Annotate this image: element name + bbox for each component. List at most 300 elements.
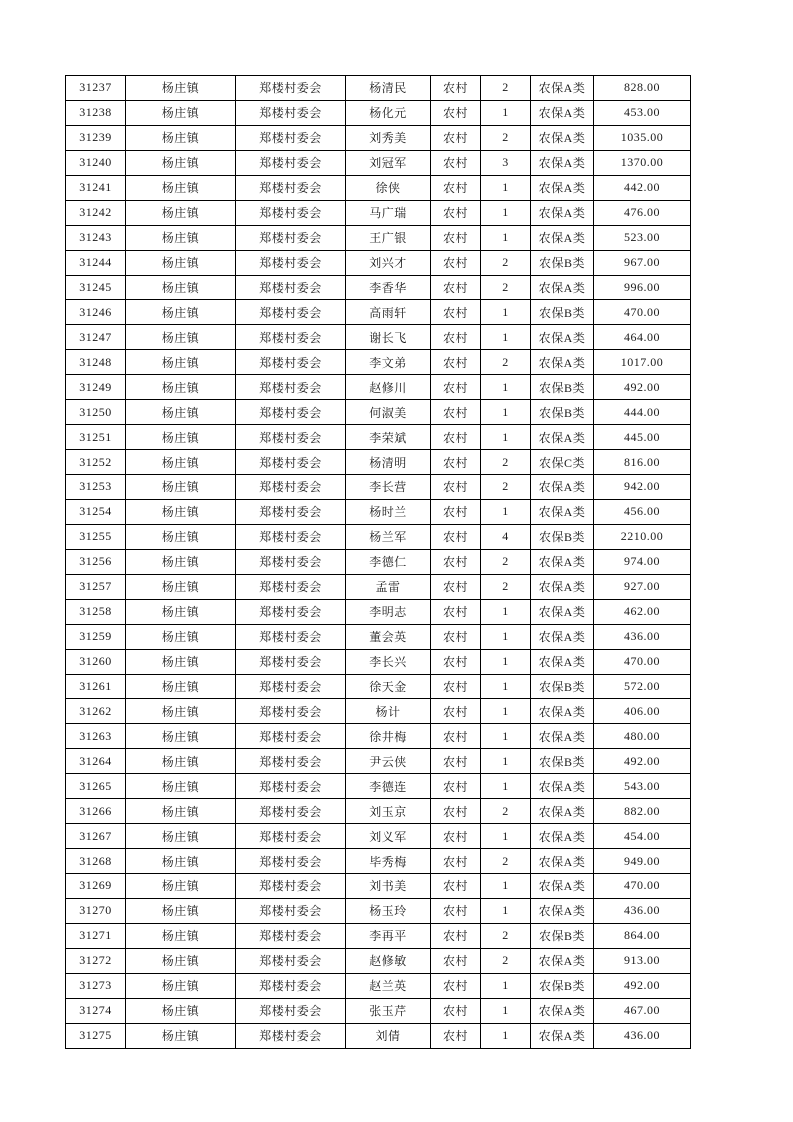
table-row <box>66 76 691 101</box>
cell-id: 31264 <box>66 749 126 774</box>
cell-count: 2 <box>481 250 531 275</box>
table-row <box>66 450 691 475</box>
cell-id: 31240 <box>66 150 126 175</box>
cell-count: 1 <box>481 749 531 774</box>
cell-type: 农村 <box>431 649 481 674</box>
cell-count: 2 <box>481 799 531 824</box>
cell-town: 杨庄镇 <box>126 400 236 425</box>
cell-town: 杨庄镇 <box>126 849 236 874</box>
cell-village: 郑楼村委会 <box>236 1023 346 1048</box>
cell-town: 杨庄镇 <box>126 923 236 948</box>
cell-type: 农村 <box>431 200 481 225</box>
cell-name: 李明志 <box>346 599 431 624</box>
cell-id: 31268 <box>66 849 126 874</box>
cell-id: 31241 <box>66 175 126 200</box>
cell-amount: 974.00 <box>594 549 691 574</box>
cell-type: 农村 <box>431 300 481 325</box>
cell-type: 农村 <box>431 948 481 973</box>
cell-category: 农保A类 <box>531 175 594 200</box>
cell-village: 郑楼村委会 <box>236 400 346 425</box>
cell-amount: 436.00 <box>594 624 691 649</box>
cell-type: 农村 <box>431 973 481 998</box>
cell-category: 农保B类 <box>531 250 594 275</box>
cell-amount: 467.00 <box>594 998 691 1023</box>
cell-category: 农保A类 <box>531 1023 594 1048</box>
cell-count: 1 <box>481 649 531 674</box>
cell-count: 1 <box>481 898 531 923</box>
cell-amount: 476.00 <box>594 200 691 225</box>
cell-id: 31247 <box>66 325 126 350</box>
cell-id: 31265 <box>66 774 126 799</box>
cell-village: 郑楼村委会 <box>236 799 346 824</box>
cell-count: 1 <box>481 499 531 524</box>
cell-name: 李德仁 <box>346 549 431 574</box>
cell-name: 杨时兰 <box>346 499 431 524</box>
cell-name: 李荣斌 <box>346 425 431 450</box>
cell-type: 农村 <box>431 874 481 899</box>
cell-category: 农保A类 <box>531 225 594 250</box>
cell-village: 郑楼村委会 <box>236 325 346 350</box>
table-row <box>66 799 691 824</box>
cell-category: 农保A类 <box>531 998 594 1023</box>
cell-village: 郑楼村委会 <box>236 300 346 325</box>
cell-category: 农保B类 <box>531 923 594 948</box>
cell-type: 农村 <box>431 250 481 275</box>
cell-id: 31259 <box>66 624 126 649</box>
cell-amount: 470.00 <box>594 874 691 899</box>
cell-village: 郑楼村委会 <box>236 948 346 973</box>
cell-village: 郑楼村委会 <box>236 674 346 699</box>
cell-town: 杨庄镇 <box>126 973 236 998</box>
cell-village: 郑楼村委会 <box>236 275 346 300</box>
cell-town: 杨庄镇 <box>126 475 236 500</box>
cell-id: 31237 <box>66 76 126 101</box>
table-row <box>66 774 691 799</box>
cell-category: 农保A类 <box>531 724 594 749</box>
cell-category: 农保A类 <box>531 774 594 799</box>
cell-village: 郑楼村委会 <box>236 499 346 524</box>
cell-amount: 882.00 <box>594 799 691 824</box>
table-row <box>66 300 691 325</box>
cell-amount: 454.00 <box>594 824 691 849</box>
cell-type: 农村 <box>431 674 481 699</box>
table-row <box>66 150 691 175</box>
cell-town: 杨庄镇 <box>126 175 236 200</box>
cell-town: 杨庄镇 <box>126 275 236 300</box>
cell-amount: 816.00 <box>594 450 691 475</box>
cell-village: 郑楼村委会 <box>236 350 346 375</box>
cell-type: 农村 <box>431 524 481 549</box>
cell-name: 徐井梅 <box>346 724 431 749</box>
cell-village: 郑楼村委会 <box>236 76 346 101</box>
cell-id: 31270 <box>66 898 126 923</box>
cell-category: 农保A类 <box>531 275 594 300</box>
cell-count: 2 <box>481 574 531 599</box>
records-table <box>65 75 691 1049</box>
cell-id: 31243 <box>66 225 126 250</box>
table-row <box>66 275 691 300</box>
cell-town: 杨庄镇 <box>126 1023 236 1048</box>
cell-amount: 444.00 <box>594 400 691 425</box>
cell-town: 杨庄镇 <box>126 898 236 923</box>
cell-village: 郑楼村委会 <box>236 475 346 500</box>
cell-name: 赵修敏 <box>346 948 431 973</box>
cell-amount: 523.00 <box>594 225 691 250</box>
table-row <box>66 200 691 225</box>
cell-category: 农保B类 <box>531 674 594 699</box>
cell-town: 杨庄镇 <box>126 325 236 350</box>
cell-amount: 492.00 <box>594 749 691 774</box>
cell-id: 31254 <box>66 499 126 524</box>
cell-town: 杨庄镇 <box>126 499 236 524</box>
table-row <box>66 824 691 849</box>
cell-type: 农村 <box>431 425 481 450</box>
cell-name: 高雨轩 <box>346 300 431 325</box>
cell-village: 郑楼村委会 <box>236 898 346 923</box>
cell-town: 杨庄镇 <box>126 998 236 1023</box>
cell-amount: 470.00 <box>594 300 691 325</box>
cell-town: 杨庄镇 <box>126 100 236 125</box>
cell-amount: 1017.00 <box>594 350 691 375</box>
cell-amount: 470.00 <box>594 649 691 674</box>
cell-amount: 996.00 <box>594 275 691 300</box>
cell-town: 杨庄镇 <box>126 125 236 150</box>
cell-count: 1 <box>481 100 531 125</box>
table-row <box>66 250 691 275</box>
cell-count: 2 <box>481 549 531 574</box>
cell-town: 杨庄镇 <box>126 599 236 624</box>
cell-count: 3 <box>481 150 531 175</box>
cell-town: 杨庄镇 <box>126 450 236 475</box>
cell-amount: 406.00 <box>594 699 691 724</box>
cell-town: 杨庄镇 <box>126 948 236 973</box>
cell-id: 31272 <box>66 948 126 973</box>
cell-name: 杨兰军 <box>346 524 431 549</box>
cell-type: 农村 <box>431 849 481 874</box>
cell-amount: 492.00 <box>594 973 691 998</box>
table-row <box>66 998 691 1023</box>
table-row <box>66 599 691 624</box>
cell-village: 郑楼村委会 <box>236 724 346 749</box>
cell-count: 1 <box>481 425 531 450</box>
cell-type: 农村 <box>431 150 481 175</box>
cell-name: 李长营 <box>346 475 431 500</box>
cell-amount: 464.00 <box>594 325 691 350</box>
cell-village: 郑楼村委会 <box>236 973 346 998</box>
cell-name: 刘兴才 <box>346 250 431 275</box>
cell-id: 31258 <box>66 599 126 624</box>
cell-id: 31263 <box>66 724 126 749</box>
cell-type: 农村 <box>431 76 481 101</box>
cell-name: 何淑美 <box>346 400 431 425</box>
cell-amount: 572.00 <box>594 674 691 699</box>
cell-count: 1 <box>481 225 531 250</box>
cell-count: 1 <box>481 674 531 699</box>
cell-name: 赵兰英 <box>346 973 431 998</box>
cell-category: 农保A类 <box>531 350 594 375</box>
cell-count: 1 <box>481 400 531 425</box>
cell-id: 31239 <box>66 125 126 150</box>
cell-town: 杨庄镇 <box>126 874 236 899</box>
cell-amount: 480.00 <box>594 724 691 749</box>
cell-town: 杨庄镇 <box>126 624 236 649</box>
cell-village: 郑楼村委会 <box>236 998 346 1023</box>
cell-id: 31244 <box>66 250 126 275</box>
cell-town: 杨庄镇 <box>126 774 236 799</box>
cell-name: 李德连 <box>346 774 431 799</box>
cell-name: 谢长飞 <box>346 325 431 350</box>
cell-type: 农村 <box>431 799 481 824</box>
table-row <box>66 973 691 998</box>
cell-amount: 828.00 <box>594 76 691 101</box>
cell-name: 徐天金 <box>346 674 431 699</box>
cell-id: 31269 <box>66 874 126 899</box>
cell-town: 杨庄镇 <box>126 300 236 325</box>
cell-amount: 462.00 <box>594 599 691 624</box>
cell-count: 2 <box>481 125 531 150</box>
cell-category: 农保B类 <box>531 400 594 425</box>
cell-category: 农保A类 <box>531 624 594 649</box>
cell-id: 31261 <box>66 674 126 699</box>
cell-category: 农保A类 <box>531 824 594 849</box>
cell-name: 刘玉京 <box>346 799 431 824</box>
table-row <box>66 225 691 250</box>
cell-name: 刘书美 <box>346 874 431 899</box>
table-row <box>66 1023 691 1048</box>
cell-id: 31260 <box>66 649 126 674</box>
cell-village: 郑楼村委会 <box>236 100 346 125</box>
cell-town: 杨庄镇 <box>126 350 236 375</box>
cell-village: 郑楼村委会 <box>236 250 346 275</box>
cell-village: 郑楼村委会 <box>236 450 346 475</box>
cell-type: 农村 <box>431 499 481 524</box>
cell-type: 农村 <box>431 898 481 923</box>
cell-type: 农村 <box>431 100 481 125</box>
cell-name: 杨清明 <box>346 450 431 475</box>
table-row <box>66 948 691 973</box>
cell-town: 杨庄镇 <box>126 549 236 574</box>
table-row <box>66 475 691 500</box>
cell-name: 赵修川 <box>346 375 431 400</box>
cell-amount: 949.00 <box>594 849 691 874</box>
table-row <box>66 724 691 749</box>
cell-town: 杨庄镇 <box>126 375 236 400</box>
cell-amount: 456.00 <box>594 499 691 524</box>
table-row <box>66 549 691 574</box>
table-row <box>66 574 691 599</box>
cell-id: 31271 <box>66 923 126 948</box>
cell-count: 1 <box>481 699 531 724</box>
cell-category: 农保A类 <box>531 849 594 874</box>
table-row <box>66 749 691 774</box>
table-row <box>66 674 691 699</box>
table-row <box>66 898 691 923</box>
cell-town: 杨庄镇 <box>126 200 236 225</box>
cell-type: 农村 <box>431 175 481 200</box>
cell-amount: 1370.00 <box>594 150 691 175</box>
cell-name: 刘秀美 <box>346 125 431 150</box>
cell-town: 杨庄镇 <box>126 699 236 724</box>
cell-count: 2 <box>481 849 531 874</box>
cell-category: 农保A类 <box>531 475 594 500</box>
cell-name: 刘义军 <box>346 824 431 849</box>
cell-name: 杨计 <box>346 699 431 724</box>
cell-name: 徐侠 <box>346 175 431 200</box>
table-row <box>66 874 691 899</box>
cell-id: 31242 <box>66 200 126 225</box>
table-row <box>66 425 691 450</box>
cell-amount: 436.00 <box>594 898 691 923</box>
cell-count: 2 <box>481 948 531 973</box>
cell-amount: 913.00 <box>594 948 691 973</box>
cell-type: 农村 <box>431 400 481 425</box>
cell-count: 1 <box>481 1023 531 1048</box>
cell-count: 1 <box>481 200 531 225</box>
cell-name: 李香华 <box>346 275 431 300</box>
cell-type: 农村 <box>431 350 481 375</box>
cell-type: 农村 <box>431 549 481 574</box>
table-row <box>66 175 691 200</box>
cell-name: 李长兴 <box>346 649 431 674</box>
table-row <box>66 649 691 674</box>
cell-village: 郑楼村委会 <box>236 225 346 250</box>
cell-category: 农保A类 <box>531 125 594 150</box>
cell-type: 农村 <box>431 774 481 799</box>
cell-name: 刘冠军 <box>346 150 431 175</box>
cell-category: 农保C类 <box>531 450 594 475</box>
cell-id: 31252 <box>66 450 126 475</box>
table-row <box>66 624 691 649</box>
cell-village: 郑楼村委会 <box>236 599 346 624</box>
cell-amount: 927.00 <box>594 574 691 599</box>
cell-amount: 445.00 <box>594 425 691 450</box>
cell-name: 毕秀梅 <box>346 849 431 874</box>
cell-village: 郑楼村委会 <box>236 774 346 799</box>
cell-amount: 543.00 <box>594 774 691 799</box>
cell-count: 1 <box>481 325 531 350</box>
cell-town: 杨庄镇 <box>126 574 236 599</box>
cell-id: 31251 <box>66 425 126 450</box>
cell-town: 杨庄镇 <box>126 749 236 774</box>
cell-amount: 2210.00 <box>594 524 691 549</box>
cell-town: 杨庄镇 <box>126 649 236 674</box>
cell-name: 杨玉玲 <box>346 898 431 923</box>
cell-name: 杨清民 <box>346 76 431 101</box>
cell-category: 农保A类 <box>531 100 594 125</box>
cell-village: 郑楼村委会 <box>236 200 346 225</box>
cell-count: 1 <box>481 624 531 649</box>
cell-village: 郑楼村委会 <box>236 175 346 200</box>
cell-amount: 442.00 <box>594 175 691 200</box>
cell-id: 31250 <box>66 400 126 425</box>
cell-category: 农保A类 <box>531 574 594 599</box>
cell-count: 1 <box>481 724 531 749</box>
cell-amount: 492.00 <box>594 375 691 400</box>
cell-type: 农村 <box>431 724 481 749</box>
cell-town: 杨庄镇 <box>126 824 236 849</box>
cell-village: 郑楼村委会 <box>236 574 346 599</box>
cell-amount: 967.00 <box>594 250 691 275</box>
table-row <box>66 524 691 549</box>
cell-type: 农村 <box>431 450 481 475</box>
cell-type: 农村 <box>431 275 481 300</box>
table-row <box>66 375 691 400</box>
cell-name: 孟雷 <box>346 574 431 599</box>
cell-town: 杨庄镇 <box>126 150 236 175</box>
cell-category: 农保B类 <box>531 524 594 549</box>
cell-village: 郑楼村委会 <box>236 649 346 674</box>
cell-category: 农保A类 <box>531 200 594 225</box>
cell-id: 31275 <box>66 1023 126 1048</box>
cell-category: 农保A类 <box>531 76 594 101</box>
cell-category: 农保A类 <box>531 799 594 824</box>
cell-village: 郑楼村委会 <box>236 624 346 649</box>
cell-category: 农保A类 <box>531 425 594 450</box>
cell-name: 张玉芹 <box>346 998 431 1023</box>
cell-type: 农村 <box>431 923 481 948</box>
cell-type: 农村 <box>431 475 481 500</box>
cell-count: 2 <box>481 350 531 375</box>
cell-village: 郑楼村委会 <box>236 699 346 724</box>
records-table-body <box>66 76 691 1049</box>
cell-id: 31255 <box>66 524 126 549</box>
cell-village: 郑楼村委会 <box>236 824 346 849</box>
table-row <box>66 699 691 724</box>
cell-village: 郑楼村委会 <box>236 749 346 774</box>
cell-category: 农保A类 <box>531 150 594 175</box>
cell-type: 农村 <box>431 824 481 849</box>
cell-id: 31266 <box>66 799 126 824</box>
cell-amount: 436.00 <box>594 1023 691 1048</box>
cell-village: 郑楼村委会 <box>236 874 346 899</box>
cell-id: 31274 <box>66 998 126 1023</box>
cell-type: 农村 <box>431 225 481 250</box>
cell-type: 农村 <box>431 375 481 400</box>
cell-id: 31256 <box>66 549 126 574</box>
cell-type: 农村 <box>431 1023 481 1048</box>
cell-amount: 942.00 <box>594 475 691 500</box>
cell-town: 杨庄镇 <box>126 225 236 250</box>
cell-town: 杨庄镇 <box>126 524 236 549</box>
cell-count: 1 <box>481 175 531 200</box>
cell-village: 郑楼村委会 <box>236 524 346 549</box>
cell-name: 马广瑞 <box>346 200 431 225</box>
cell-id: 31248 <box>66 350 126 375</box>
cell-id: 31253 <box>66 475 126 500</box>
cell-town: 杨庄镇 <box>126 674 236 699</box>
cell-type: 农村 <box>431 624 481 649</box>
cell-count: 1 <box>481 824 531 849</box>
cell-count: 2 <box>481 475 531 500</box>
cell-category: 农保A类 <box>531 898 594 923</box>
cell-category: 农保A类 <box>531 599 594 624</box>
cell-count: 1 <box>481 874 531 899</box>
cell-id: 31267 <box>66 824 126 849</box>
cell-id: 31249 <box>66 375 126 400</box>
cell-id: 31262 <box>66 699 126 724</box>
cell-town: 杨庄镇 <box>126 724 236 749</box>
cell-type: 农村 <box>431 325 481 350</box>
cell-village: 郑楼村委会 <box>236 425 346 450</box>
cell-type: 农村 <box>431 749 481 774</box>
cell-village: 郑楼村委会 <box>236 375 346 400</box>
cell-category: 农保A类 <box>531 948 594 973</box>
cell-count: 1 <box>481 998 531 1023</box>
cell-category: 农保A类 <box>531 699 594 724</box>
cell-count: 1 <box>481 599 531 624</box>
cell-category: 农保B类 <box>531 300 594 325</box>
cell-village: 郑楼村委会 <box>236 923 346 948</box>
